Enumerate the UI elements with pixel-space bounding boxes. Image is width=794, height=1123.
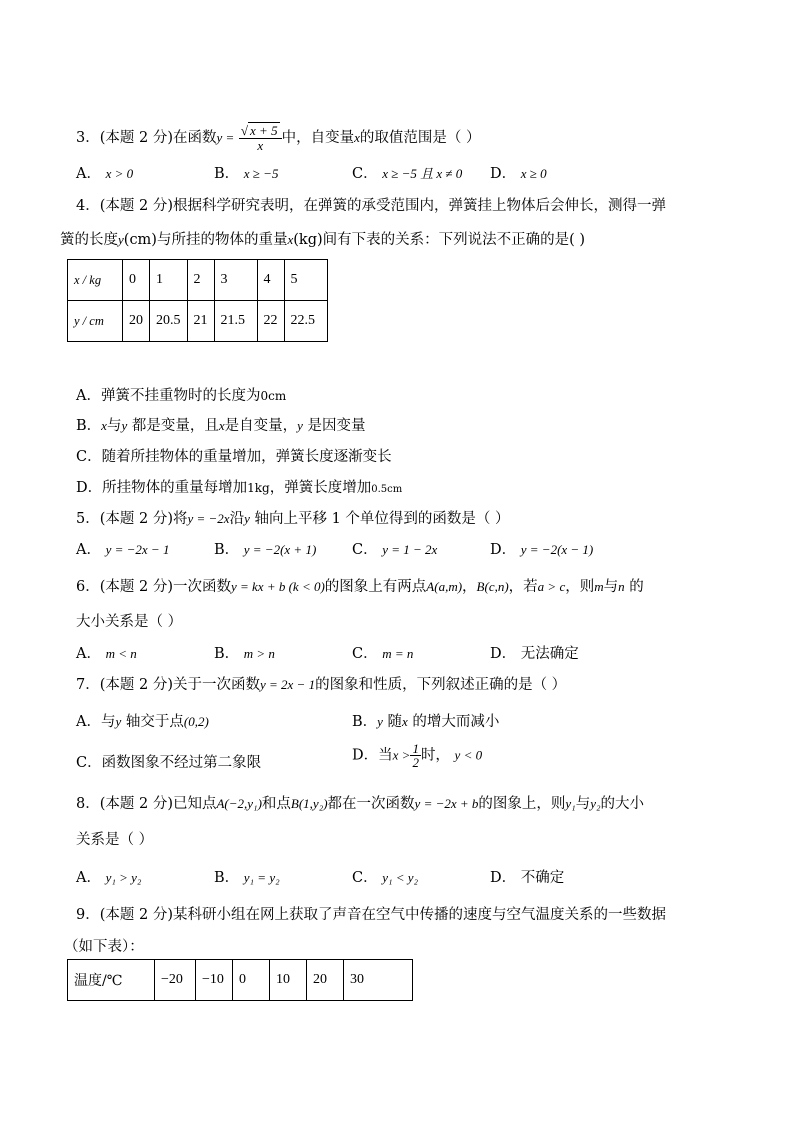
table-cell: −20 (155, 960, 196, 1001)
q8-stem-line2: 关系是（ ） (76, 832, 154, 848)
table-cell: −10 (196, 960, 233, 1001)
q7-option-c[interactable]: C．函数图象不经过第二象限 (76, 755, 262, 771)
table-cell: 0 (123, 260, 150, 301)
table-cell: 21 (187, 301, 214, 342)
table-cell: 4 (257, 260, 284, 301)
q7-stem: 7．(本题 2 分)关于一次函数y = 2x − 1的图象和性质，下列叙述正确的是（ ） (76, 677, 567, 693)
table-cell: 10 (270, 960, 307, 1001)
table-cell: 0 (233, 960, 270, 1001)
q3-option-d[interactable]: D． x ≥ 0 (490, 166, 547, 182)
q3-stem: 3．(本题 2 分)在函数y = $\frac{√ x + 5}{x}$ 中，自变量x的取值范围是（ ） (76, 123, 481, 153)
q6-stem-line2: 大小关系是（ ） (76, 614, 183, 630)
table-cell: 20.5 (150, 301, 188, 342)
table-cell: 21.5 (214, 301, 257, 342)
table-cell: 2 (187, 260, 214, 301)
q5-option-a[interactable]: A． y = −2x − 1 (76, 542, 170, 558)
q3-option-a[interactable]: A． x > 0 (76, 166, 134, 182)
table-cell: 20 (307, 960, 344, 1001)
q8-option-b[interactable]: B． y₁ = y₂ (214, 870, 280, 886)
q3-option-c[interactable]: C． x ≥ −5 且 x ≠ 0 (352, 166, 463, 182)
table-row (68, 301, 328, 342)
q5-option-b[interactable]: B． y = −2(x + 1) (214, 542, 317, 558)
q6-option-b[interactable]: B． m > n (214, 646, 275, 662)
table-header-temperature: 温度/℃ (68, 960, 155, 1001)
q4-stem-line1: 4．(本题 2 分)根据科学研究表明，在弹簧的承受范围内，弹簧挂上物体后会伸长，测得一弹 (76, 198, 666, 214)
q3-option-b[interactable]: B． x ≥ −5 (214, 166, 279, 182)
q6-option-a[interactable]: A． m < n (76, 646, 137, 662)
table-cell: 30 (344, 960, 413, 1001)
table-row (68, 260, 328, 301)
table-cell: 1 (150, 260, 188, 301)
q9-stem-line1: 9．(本题 2 分)某科研小组在网上获取了声音在空气中传播的速度与空气温度关系的一些数据 (76, 907, 666, 923)
q4-option-b[interactable]: B．x与y 都是变量，且x是自变量，y 是因变量 (76, 418, 366, 434)
table-cell: 5 (284, 260, 327, 301)
q9-stem-line2: （如下表）： (64, 939, 144, 955)
table-row (68, 960, 413, 1001)
q6-option-d[interactable]: D． 无法确定 (490, 646, 579, 662)
table-header-y: y / cm (68, 301, 123, 342)
table-cell: 22.5 (284, 301, 327, 342)
q4-option-c[interactable]: C．随着所挂物体的重量增加，弹簧长度逐渐变长 (76, 449, 392, 465)
q4-option-a[interactable]: A．弹簧不挂重物时的长度为0cm (76, 388, 287, 404)
q6-option-c[interactable]: C． m = n (352, 646, 414, 662)
q8-stem-line1: 8．(本题 2 分)已知点A(−2,y₁)和点B(1,y₂)都在一次函数y = −2x + b的图象上，则y₁与y₂的大小 (76, 796, 644, 812)
table-cell: 3 (214, 260, 257, 301)
q5-option-c[interactable]: C． y = 1 − 2x (352, 542, 438, 558)
q4-data-table (67, 259, 328, 342)
q4-stem-line2: 簧的长度y(cm)与所挂的物体的重量x(kg)间有下表的关系：下列说法不正确的是( ) (60, 232, 586, 248)
table-header-x: x / kg (68, 260, 123, 301)
q8-option-d[interactable]: D． 不确定 (490, 870, 565, 886)
q4-option-d[interactable]: D．所挂物体的重量每增加1kg，弹簧长度增加0.5cm (76, 480, 403, 496)
q8-option-a[interactable]: A． y₁ > y₂ (76, 870, 142, 886)
q6-stem-line1: 6．(本题 2 分)一次函数y = kx + b (k < 0)的图象上有两点A(a,m)，B(c,n)，若a > c，则m与n 的 (76, 579, 644, 595)
q8-option-c[interactable]: C． y₁ < y₂ (352, 870, 419, 886)
q5-stem: 5．(本题 2 分)将y = −2x沿y 轴向上平移 1 个单位得到的函数是（ ） (76, 511, 510, 527)
q7-fraction: $\frac{1}{2}$ (412, 741, 419, 770)
q7-option-a[interactable]: A．与y 轴交于点(0,2) (76, 714, 209, 730)
q7-option-b[interactable]: B．y 随x 的增大而减小 (352, 714, 500, 730)
table-cell: 20 (123, 301, 150, 342)
q3-fraction: $\frac{√ x + 5}{x}$ (239, 124, 282, 152)
q5-option-d[interactable]: D． y = −2(x − 1) (490, 542, 594, 558)
q7-option-d[interactable]: D．当x > $\frac{1}{2}$ 时， y < 0 (352, 741, 483, 770)
table-cell: 22 (257, 301, 284, 342)
q9-data-table (67, 959, 413, 1001)
